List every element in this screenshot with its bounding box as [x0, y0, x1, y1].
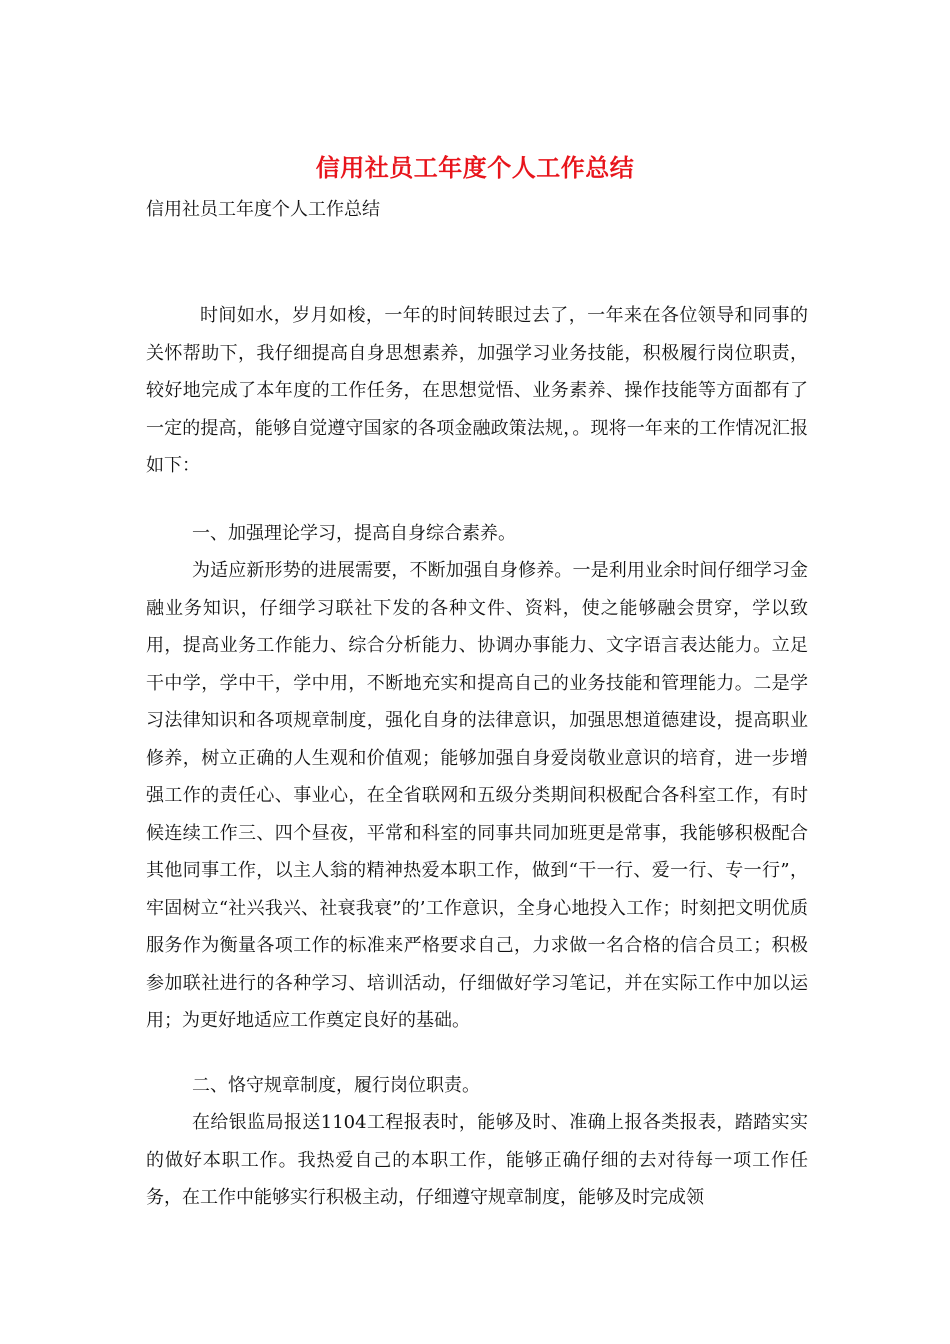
- section-paragraph-1: 为适应新形势的进展需要，不断加强自身修养。一是利用业余时间仔细学习金融业务知识，仔细学习联社下发的各种文件、资料，使之能够融会贯穿，学以致用，提高业务工作能力、综合分析能力、协调办事能力、文字语言表达能力。立足干中学，学中干，学中用，不断地充实和提高自己的业务技能和管理能力。二是学习法律知识和各项规章制度，强化自身的法律意识，加强思想道德建设，提高职业修养，树立正确的人生观和价值观；能够加强自身爱岗敬业意识的培育，进一步增强工作的责任心、事业心，在全省联网和五级分类期间积极配合各科室工作，有时候连续工作三、四个昼夜，平常和科室的同事共同加班更是常事，我能够积极配合其他同事工作，以主人翁的精神热爱本职工作，做到“干一行、爱一行、专一行”，牢固树立“社兴我兴、社衰我衰”的’工作意识，全身心地投入工作；时刻把文明优质服务作为衡量各项工作的标准来严格要求自己，力求做一名合格的信合员工；积极参加联社进行的各种学习、培训活动，仔细做好学习笔记，并在实际工作中加以运用；为更好地适应工作奠定良好的基础。: [146, 560, 808, 1031]
- intro-paragraph: 时间如水，岁月如梭，一年的时间转眼过去了，一年来在各位领导和同事的关怀帮助下，我仔细提高自身思想素养，加强学习业务技能，积极履行岗位职责，较好地完成了本年度的工作任务，在思想觉悟、业务素养、操作技能等方面都有了一定的提高，能够自觉遵守国家的各项金融政策法规，。现将一年来的工作情况汇报如下：: [146, 305, 808, 476]
- section-heading-2: 二、恪守规章制度，履行岗位职责。: [192, 1075, 480, 1096]
- section-paragraph-2: 在给银监局报送1104工程报表时，能够及时、准确上报各类报表，踏踏实实的做好本职工作。我热爱自己的本职工作，能够正确仔细的去对待每一项工作任务，在工作中能够实行积极主动，仔细遵守规章制度，能够及时完成领: [146, 1112, 808, 1208]
- document-title: 信用社员工年度个人工作总结: [315, 153, 635, 182]
- section-heading-1: 一、加强理论学习，提高自身综合素养。: [192, 523, 516, 544]
- document-subtitle: 信用社员工年度个人工作总结: [146, 199, 380, 220]
